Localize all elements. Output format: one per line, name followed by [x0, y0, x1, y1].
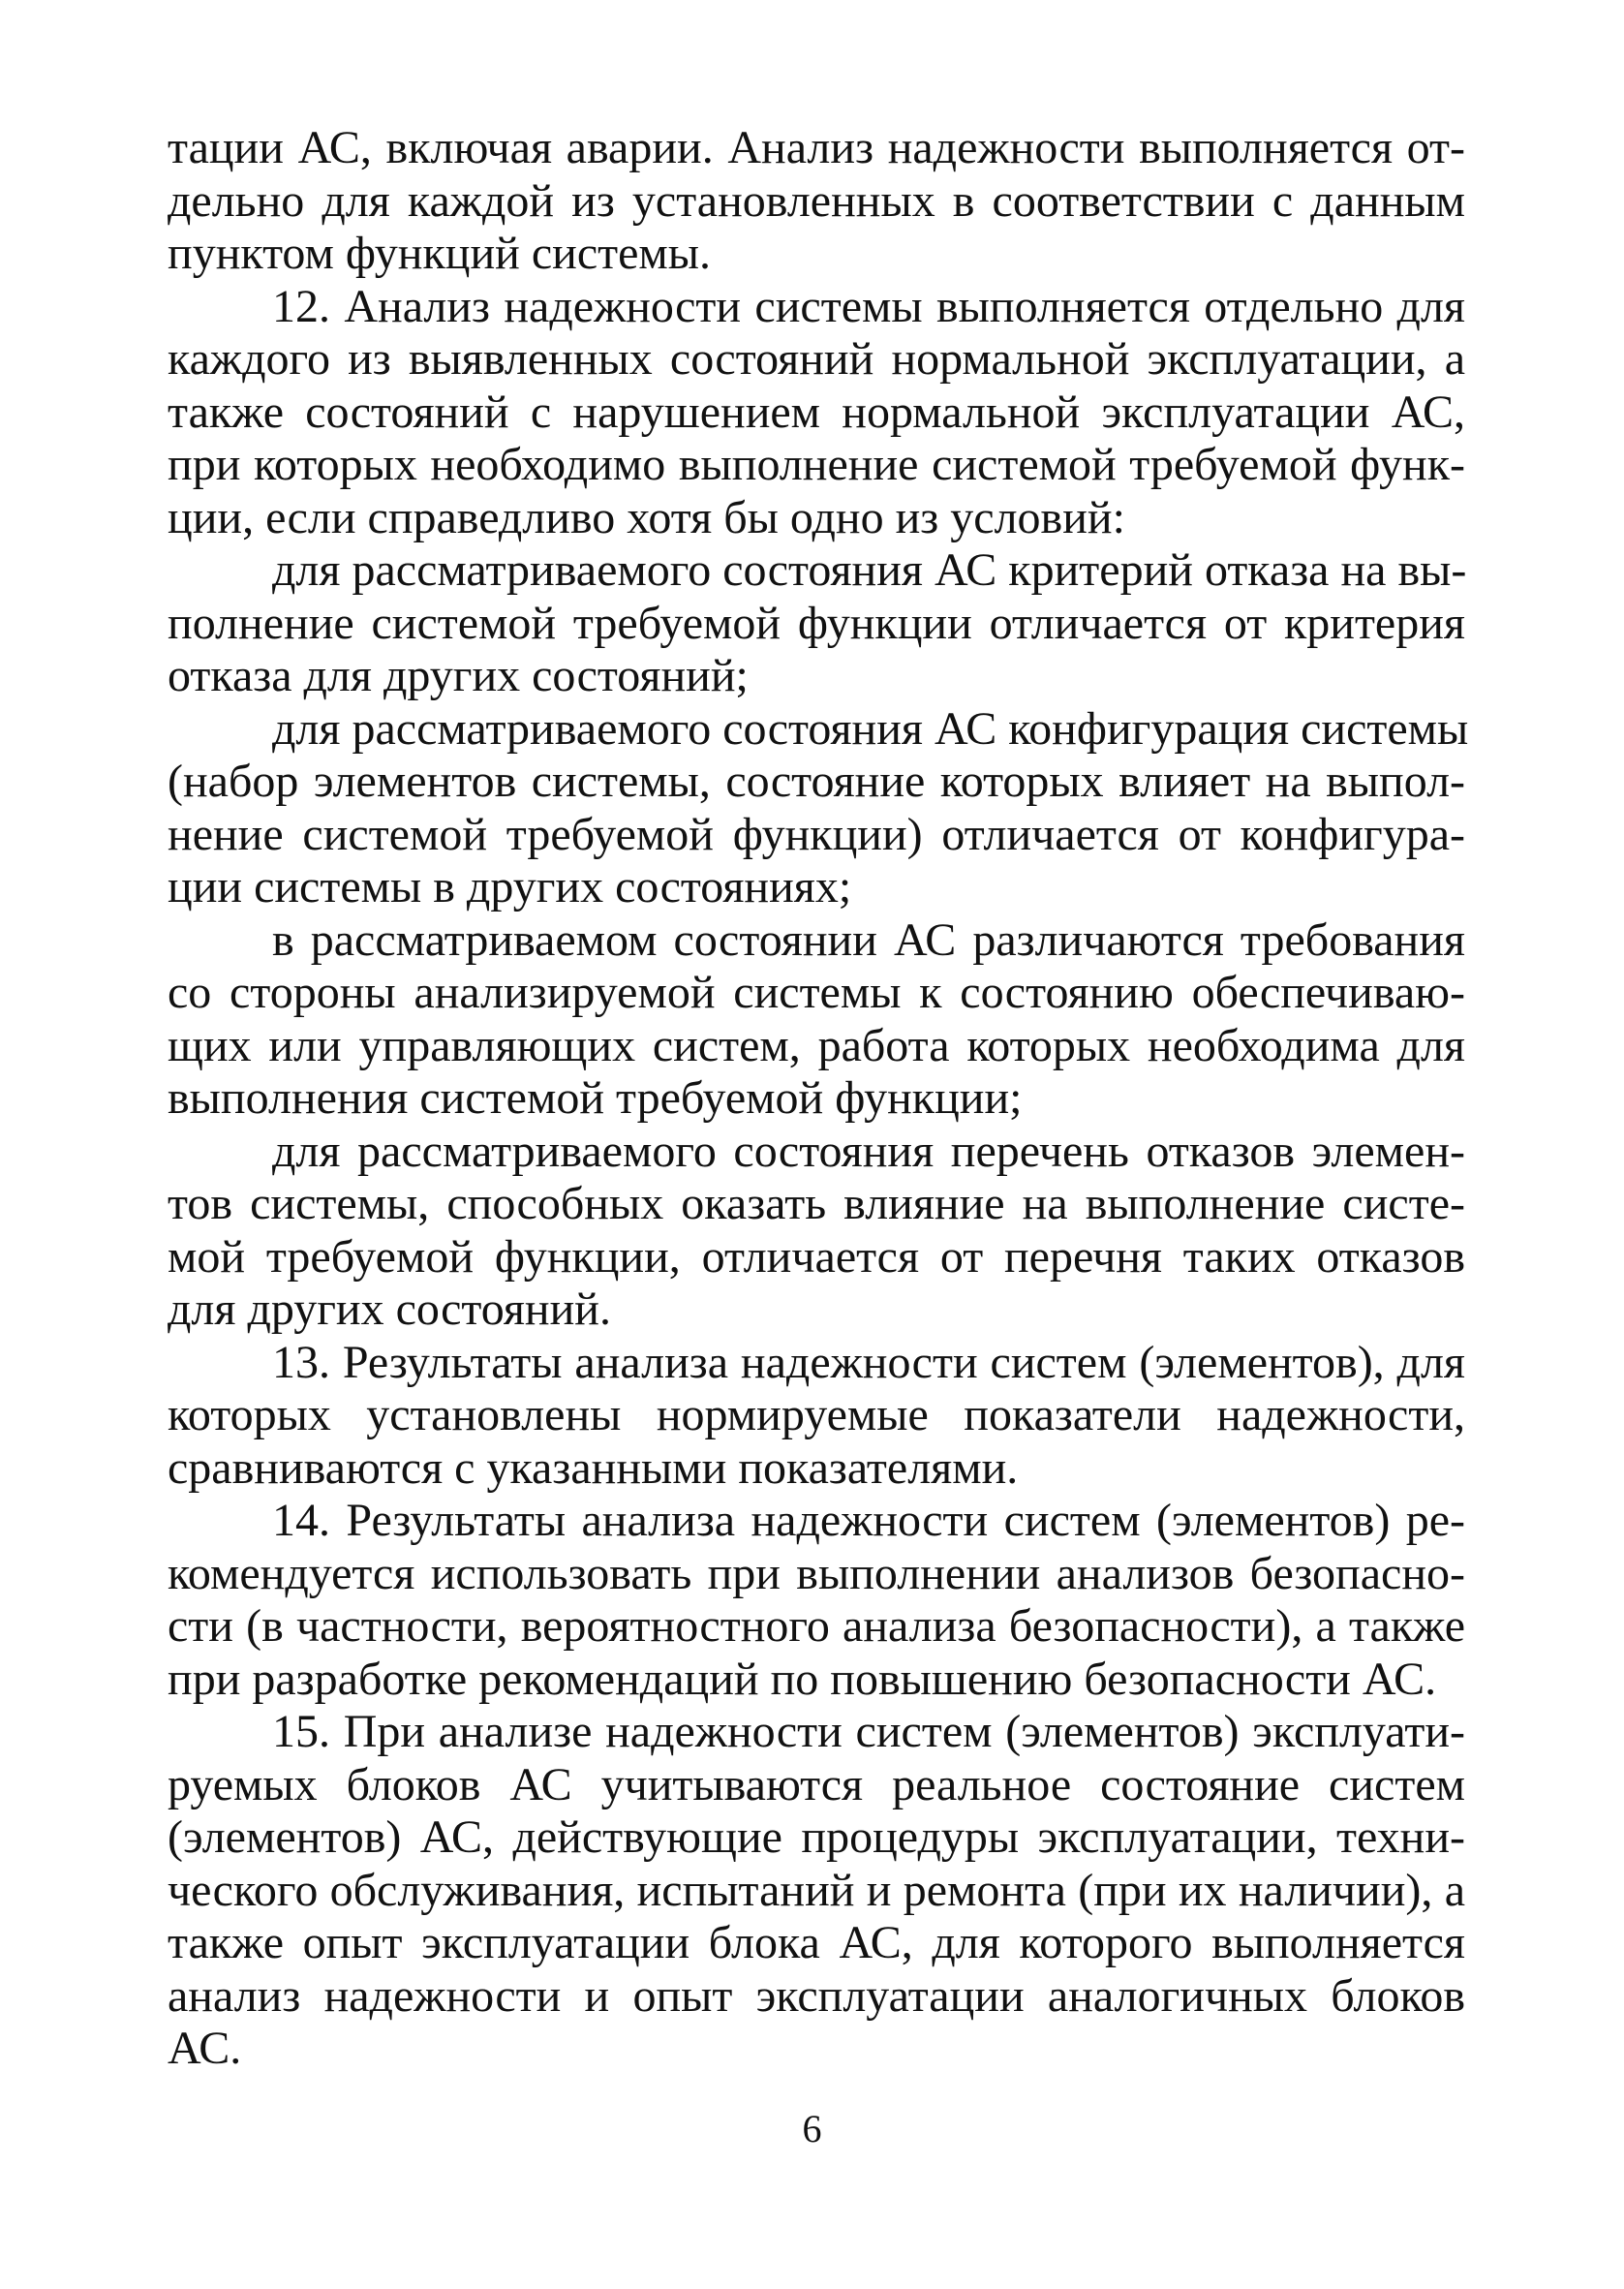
text-line: пунктом функций системы. — [168, 228, 712, 279]
text-line: тов системы, способных оказать влияние на выполнение систе- — [168, 1178, 1465, 1229]
text-line: 13. Результаты анализа надежности систем (элементов), для — [272, 1336, 1465, 1388]
body-text — [168, 122, 1469, 2076]
text-line: комендуется использовать при выполнении анализов безопасно- — [168, 1547, 1465, 1599]
text-line: для рассматриваемого состояния АС конфигурация системы — [272, 702, 1469, 755]
text-line: ции, если справедливо хотя бы одно из условий: — [168, 491, 1125, 543]
text-line: для рассматриваемого состояния АС критерий отказа на вы- — [272, 544, 1467, 596]
text-line: 12. Анализ надежности системы выполняется отдельно для — [272, 280, 1465, 332]
text-line: сравниваются с указанными показателями. — [168, 1441, 1019, 1494]
text-line: анализ надежности и опыт эксплуатации аналогичных блоков — [168, 1969, 1465, 2022]
text-line: ческого обслуживания, испытаний и ремонта (при их наличии), а — [168, 1864, 1465, 1916]
page-number: 6 — [802, 2107, 822, 2150]
text-line: со стороны анализируемой системы к состоянию обеспечиваю- — [168, 967, 1465, 1018]
text-line: для других состояний. — [168, 1284, 611, 1335]
text-line: АС. — [168, 2023, 242, 2074]
text-line: руемых блоков АС учитываются реальное состояние систем — [168, 1758, 1465, 1810]
text-line: тации АС, включая аварии. Анализ надежности выполняется от- — [168, 122, 1465, 173]
text-line: 14. Результаты анализа надежности систем (элементов) ре- — [272, 1495, 1465, 1546]
text-line: дельно для каждой из установленных в соответствии с данным — [168, 174, 1465, 227]
text-line: также опыт эксплуатации блока АС, для которого выполняется — [168, 1917, 1465, 1968]
text-line: при которых необходимо выполнение системой требуемой функ- — [168, 439, 1465, 490]
text-line: 15. При анализе надежности систем (элементов) эксплуати- — [272, 1706, 1465, 1757]
text-line: (набор элементов системы, состояние которых влияет на выпол- — [168, 756, 1465, 807]
text-line: нение системой требуемой функции) отличается от конфигура- — [168, 808, 1465, 860]
text-line: сти (в частности, вероятностного анализа безопасности), а также — [168, 1600, 1465, 1652]
text-line: полнение системой требуемой функции отличается от критерия — [168, 597, 1465, 649]
text-line: каждого из выявленных состояний нормальной эксплуатации, а — [168, 333, 1465, 385]
text-line: которых установлены нормируемые показатели надежности, — [168, 1389, 1465, 1440]
text-line: ции системы в других состояниях; — [168, 861, 852, 913]
text-line: щих или управляющих систем, работа которых необходима для — [168, 1019, 1465, 1071]
text-line: мой требуемой функции, отличается от перечня таких отказов — [168, 1230, 1465, 1283]
text-line: при разработке рекомендаций по повышению безопасности АС. — [168, 1653, 1437, 1705]
text-line: выполнения системой требуемой функции; — [168, 1072, 1023, 1124]
text-line: для рассматриваемого состояния перечень отказов элемен- — [272, 1125, 1465, 1177]
text-line: в рассматриваемом состоянии АС различаются требования — [272, 913, 1465, 966]
text-line: отказа для других состояний; — [168, 650, 749, 701]
text-line: (элементов) АС, действующие процедуры эксплуатации, техни- — [168, 1811, 1465, 1863]
text-line: также состояний с нарушением нормальной эксплуатации АС, — [168, 386, 1465, 438]
